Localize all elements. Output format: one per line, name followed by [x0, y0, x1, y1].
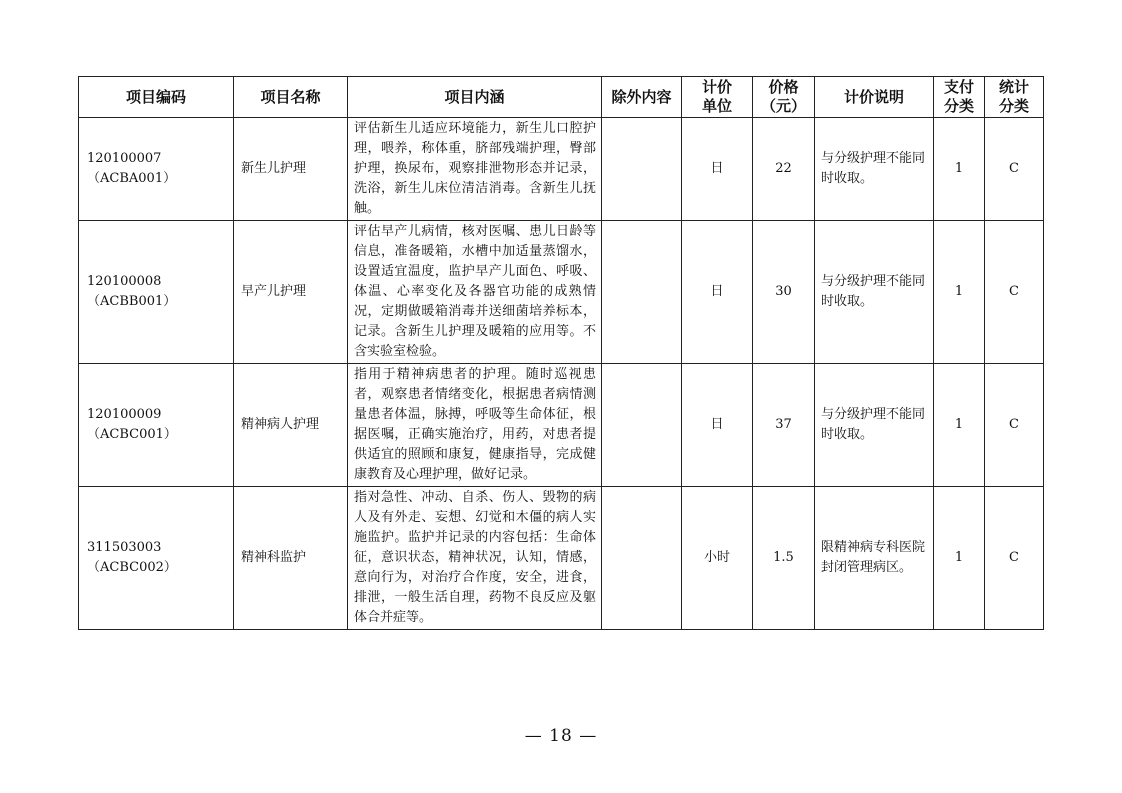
- header-content: 项目内涵: [348, 77, 602, 118]
- header-code: 项目编码: [79, 77, 234, 118]
- cell-pay: 1: [934, 487, 985, 630]
- table-row: [79, 364, 1044, 487]
- header-exclusions: 除外内容: [602, 77, 682, 118]
- header-unit-line1: 计价: [701, 78, 732, 96]
- cell-price: 30: [753, 221, 815, 364]
- cell-stat: C: [985, 487, 1044, 630]
- cell-price: 37: [753, 364, 815, 487]
- table-row: [79, 118, 1044, 221]
- cell-pay: 1: [934, 118, 985, 221]
- header-stat-line1: 统计: [998, 78, 1029, 96]
- cell-content: 指用于精神病患者的护理。随时巡视患者，观察患者情绪变化，根据患者病情测量患者体温，脉搏，呼吸等生命体征，根据医嘱，正确实施治疗，用药，对患者提供适宜的照顾和康复，健康指导，完成健康教育及心理护理，做好记录。: [348, 364, 602, 487]
- cell-code: 120100007（ACBA001）: [79, 118, 234, 221]
- cell-exclusions: [602, 364, 682, 487]
- cell-stat: C: [985, 364, 1044, 487]
- cell-note: 与分级护理不能同时收取。: [815, 364, 934, 487]
- cell-pay: 1: [934, 221, 985, 364]
- header-price-line1: 价格: [768, 78, 799, 96]
- header-price-line2: （元）: [760, 97, 806, 115]
- cell-exclusions: [602, 221, 682, 364]
- table-row: [79, 487, 1044, 630]
- cell-stat: C: [985, 118, 1044, 221]
- cell-note: 与分级护理不能同时收取。: [815, 221, 934, 364]
- cell-price: 1.5: [753, 487, 815, 630]
- cell-unit: 日: [682, 221, 753, 364]
- cell-code: 120100008（ACBB001）: [79, 221, 234, 364]
- cell-note: 与分级护理不能同时收取。: [815, 118, 934, 221]
- header-name: 项目名称: [234, 77, 348, 118]
- cell-pay: 1: [934, 364, 985, 487]
- cell-name: 精神病人护理: [234, 364, 348, 487]
- header-pay-line1: 支付: [943, 78, 974, 96]
- cell-code: 311503003（ACBC002）: [79, 487, 234, 630]
- page-number: — 18 —: [524, 726, 598, 746]
- header-pay: [934, 77, 985, 118]
- cell-name: 早产儿护理: [234, 221, 348, 364]
- cell-unit: 日: [682, 118, 753, 221]
- cell-stat: C: [985, 221, 1044, 364]
- cell-content: 指对急性、冲动、自杀、伤人、毁物的病人及有外走、妄想、幻觉和木僵的病人实施监护。监护并记录的内容包括：生命体征，意识状态，精神状况，认知，情感，意向行为，对治疗合作度，安全，进食，排泄，一般生活自理，药物不良反应及躯体合并症等。: [348, 487, 602, 630]
- header-unit-line2: 单位: [701, 97, 732, 115]
- cell-exclusions: [602, 487, 682, 630]
- header-unit: [682, 77, 753, 118]
- header-note: 计价说明: [815, 77, 934, 118]
- cell-exclusions: [602, 118, 682, 221]
- cell-code: 120100009（ACBC001）: [79, 364, 234, 487]
- table-row: [79, 221, 1044, 364]
- header-pay-line2: 分类: [943, 97, 974, 115]
- header-price: [753, 77, 815, 118]
- cell-content: 评估早产儿病情，核对医嘱、患儿日龄等信息，准备暖箱，水槽中加适量蒸馏水，设置适宜温度，监护早产儿面色、呼吸、体温、心率变化及各器官功能的成熟情况，定期做暖箱消毒并送细菌培养标本，记录。含新生儿护理及暖箱的应用等。不含实验室检验。: [348, 221, 602, 364]
- cell-unit: 小时: [682, 487, 753, 630]
- cell-name: 精神科监护: [234, 487, 348, 630]
- header-stat-line2: 分类: [998, 97, 1029, 115]
- cell-price: 22: [753, 118, 815, 221]
- header-stat: [985, 77, 1044, 118]
- cell-note: 限精神病专科医院封闭管理病区。: [815, 487, 934, 630]
- header-row: [79, 77, 1044, 118]
- fee-table: [78, 76, 1044, 630]
- cell-name: 新生儿护理: [234, 118, 348, 221]
- cell-content: 评估新生儿适应环境能力，新生儿口腔护理，喂养，称体重，脐部残端护理，臀部护理，换尿布，观察排泄物形态并记录，洗浴，新生儿床位清洁消毒。含新生儿抚触。: [348, 118, 602, 221]
- cell-unit: 日: [682, 364, 753, 487]
